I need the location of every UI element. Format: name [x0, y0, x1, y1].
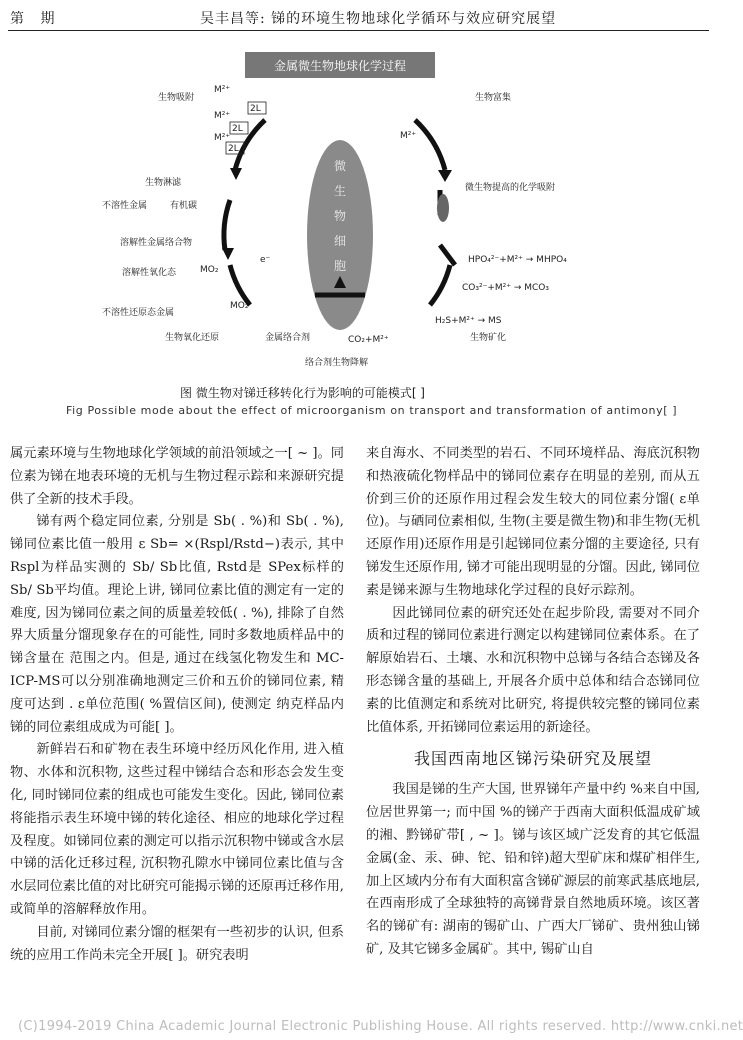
cell-char-3: 物	[333, 209, 347, 223]
arc-bio-leach	[224, 200, 230, 250]
cell-char-2: 生	[333, 184, 347, 198]
label-m2-a: M²⁺	[214, 85, 231, 95]
left-paragraph-4: 目前, 对锑同位素分馏的框架有一些初步的认识, 但系统的应用工作尚未完全开展[ ]。研究表明	[10, 924, 344, 963]
left-paragraph-2: 锑有两个稳定同位素, 分别是 Sb( . %)和 Sb( . %), 锑同位素比值一般用 ε Sb= ×(Rspl/Rstd−)表示, 其中 Rspl为样品实测的 Sb/ Sb比值, Rstd是 SPex标样的 Sb/ Sb平均值。理论上讲, 锑同位素比值的测定有一定的难度, 因为锑同位素之间的质量差较低( . %), 排除了自然界大质量分馏现象存在的可能性, 同时多数地质样品中的锑含量在 范围之内。但是, 通过在线氢化物发生和 MC-ICP-MS可以分别准确地测定三价和五价的锑同位素, 精度可达到 . ε单位范围( %置信区间), 使测定 纳克样品内锑的同位素组成成为可能[ ]。	[10, 514, 344, 735]
figure-caption-en: Fig Possible mode about the effect of microorganism on transport and transformation of antimony[ ]	[66, 404, 678, 417]
label-insoluble-reduced: 不溶性还原态金属	[102, 308, 175, 318]
label-bio-mineral: 生物矿化	[470, 333, 507, 343]
label-m2-c: M²⁺	[214, 133, 231, 143]
cell-char-1: 微	[333, 159, 347, 173]
label-bio-redox: 生物氧化还原	[165, 333, 220, 343]
cell-char-4: 细	[333, 234, 347, 248]
label-2l-1: 2L	[250, 104, 261, 114]
arc-mineral-2	[440, 245, 455, 265]
label-co3: CO₃²⁻+M²⁺ → MCO₃	[462, 283, 550, 293]
figure-diagram	[102, 50, 600, 380]
figure	[102, 50, 600, 380]
label-mo2: MO₂	[200, 265, 219, 275]
left-paragraph-1: 属元素环境与生物地球化学领域的前沿领域之一[ ~ ]。同位素为锑在地表环境的无机与生物过程示踪和来源研究提供了全新的技术手段。	[10, 446, 344, 507]
issue-label: 第 期	[10, 11, 61, 27]
label-m2-right: M²⁺	[400, 131, 417, 141]
right-column	[366, 443, 700, 962]
figure-caption-zh: 图 微生物对锑迁移转化行为影响的可能模式[ ]	[180, 386, 425, 400]
label-organic-c: 有机碳	[170, 201, 198, 211]
label-h2s: H₂S+M²⁺ → MS	[435, 316, 502, 326]
label-m2-b: M²⁺	[214, 111, 231, 121]
left-paragraph-3: 新鲜岩石和矿物在表生环境中经历风化作用, 进入植物、水体和沉积物, 这些过程中锑结合态和形态会发生变化, 同时锑同位素的组成也可能发生变化。因此, 锑同位素将能指示表生环境中锑的转化途径、相应的地球化学过程及程度。如锑同位素的测定可以指示沉积物中锑或含水层中锑的活化迁移过程, 沉积物孔隙水中锑同位素比值与含水层同位素比值的对比研究可能揭示锑的还原再迁移作用, 或简单的溶解释放作用。	[10, 742, 344, 917]
label-hpo4: HPO₄²⁻+M²⁺ → MHPO₄	[468, 255, 567, 265]
running-title: 吴丰昌等: 锑的环境生物地球化学循环与效应研究展望	[200, 11, 557, 27]
label-insoluble-metal: 不溶性金属	[102, 201, 148, 211]
running-header	[0, 0, 717, 30]
right-paragraph-3: 我国是锑的生产大国, 世界锑年产量中约 %来自中国, 位居世界第一; 而中国 %的锑产于西南大面积低温成矿域的湘、黔锑矿带[ , ~ ]。锑与该区域广泛发育的其它低温金属(金、汞、砷、铊、铅和锌)超大型矿床和煤矿相伴生, 加上区域内分布有大面积富含锑矿源层的前寒武基底地层, 在西南形成了全球独特的高锑背景自然地质环境。该区著名的锑矿有: 湖南的锡矿山、广西大厂锑矿、贵州独山锑矿, 及其它锑多金属矿。其中, 锡矿山自	[366, 782, 700, 957]
arc-bio-enrich	[415, 120, 445, 170]
label-2l-2: 2L	[232, 124, 243, 134]
right-paragraph-1: 来自海水、不同类型的岩石、不同环境样品、海底沉积物和热液硫化物样品中的锑同位素存在明显的差别, 而从五价到三价的还原作用过程会发生较大的同位素分馏( ε单位)。与硒同位素相似, 生物(主要是微生物)和非生物(无机还原作用)还原作用是引起锑同位素分馏的主要途径, 只有锑发生还原作用, 锑才可能出现明显的分馏。因此, 锑同位素是锑来源与生物地球化学过程的良好示踪剂。	[366, 446, 700, 598]
adsorb-blob	[437, 194, 449, 222]
label-co2: CO₂+M²⁺	[348, 335, 389, 345]
label-soluble-oxide: 溶解性氧化态	[122, 268, 177, 278]
label-bio-enrich: 生物富集	[475, 93, 512, 103]
label-metal-complexant: 金属络合剂	[265, 333, 311, 343]
label-soluble-complex: 溶解性金属络合物	[120, 238, 193, 248]
label-mo2b: MO₂	[230, 301, 249, 311]
label-bio-leach: 生物淋滤	[145, 178, 182, 188]
cell-char-5: 胞	[333, 259, 347, 273]
left-column	[10, 443, 344, 967]
right-paragraph-2: 因此锑同位素的研究还处在起步阶段, 需要对不同介质和过程的锑同位素进行测定以构建锑同位素体系。在了解原始岩石、土壤、水和沉积物中总锑与各结合态锑及各形态锑含量的基础上, 开展各介质中总体和结合态锑同位素的比值测定和系统对比研究, 将提供较完整的锑同位素比值体系, 开拓锑同位素运用的新途径。	[366, 605, 700, 735]
banner-text: 金属微生物地球化学过程	[273, 59, 407, 73]
header-rule	[8, 30, 709, 31]
label-2l-3: 2L	[228, 144, 239, 154]
label-bio-absorb: 生物吸附	[158, 93, 195, 103]
section-title: 我国西南地区锑污染研究及展望	[413, 749, 652, 769]
label-microbe-chem-1: 微生物提高的化学吸附	[465, 183, 556, 193]
arc-redox	[230, 265, 250, 305]
label-e: e⁻	[260, 255, 271, 265]
arc-mineral-1	[430, 265, 450, 305]
label-complexant-degrade: 络合剂生物降解	[305, 358, 369, 368]
watermark: (C)1994-2019 China Academic Journal Electronic Publishing House. All rights reserved. http://www.cnki.net	[18, 1019, 743, 1034]
